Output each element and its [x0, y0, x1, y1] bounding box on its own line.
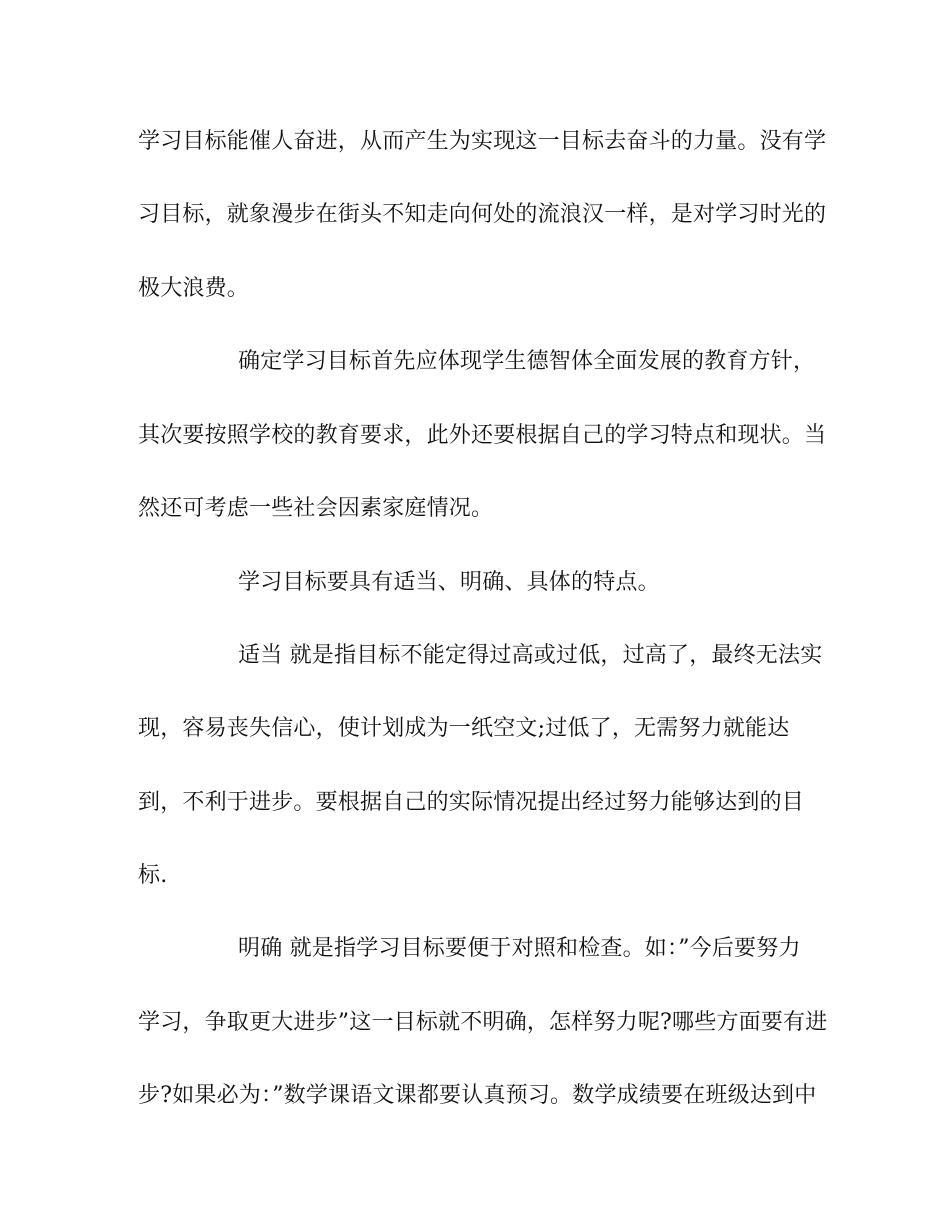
text-line: 标.	[138, 863, 168, 888]
text-line: 学习目标能催人奋进，从而产生为实现这一目标去奋斗的力量。没有学	[138, 129, 827, 154]
text-line: 现，容易丧失信心，使计划成为一纸空文;过低了，无需努力就能达	[138, 716, 790, 741]
text-line: 极大浪费。	[138, 276, 250, 301]
text-line: 习目标，就象漫步在街头不知走向何处的流浪汉一样，是对学习时光的	[138, 202, 827, 227]
paragraph-start-line: 明确 就是指学习目标要便于对照和检查。如：”今后要努力	[238, 936, 801, 961]
text-line: 学习，争取更大进步”这一目标就不明确，怎样努力呢?哪些方面要有进	[138, 1010, 828, 1035]
text-line: 其次要按照学校的教育要求，此外还要根据自己的学习特点和现状。当	[138, 423, 827, 448]
text-line: 然还可考虑一些社会因素家庭情况。	[138, 496, 494, 521]
paragraph-start-line: 确定学习目标首先应体现学生德智体全面发展的教育方针，	[238, 349, 816, 374]
paragraph-start-line: 适当 就是指目标不能定得过高或过低，过高了，最终无法实	[238, 643, 823, 668]
paragraph-start-line: 学习目标要具有适当、明确、具体的特点。	[238, 570, 660, 595]
text-line: 到，不利于进步。要根据自己的实际情况提出经过努力能够达到的目	[138, 790, 805, 815]
text-line: 步?如果必为：”数学课语文课都要认真预习。数学成绩要在班级达到中	[138, 1083, 817, 1108]
